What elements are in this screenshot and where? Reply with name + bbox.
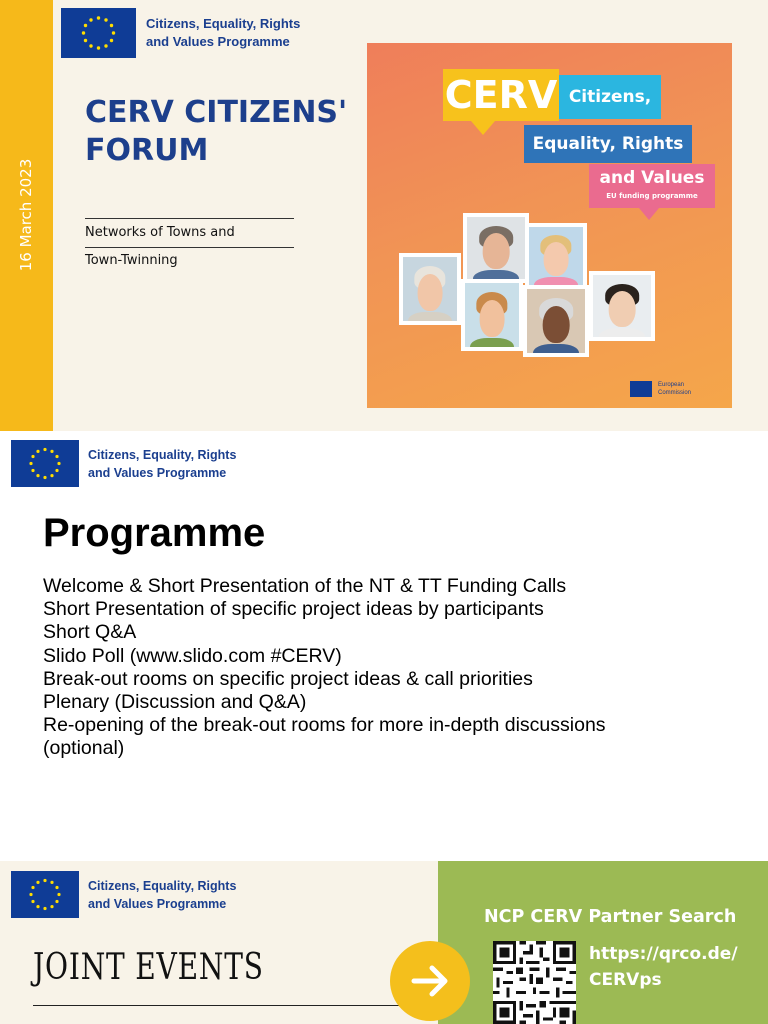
face-photo — [463, 213, 529, 283]
event-date: 16 March 2023 — [17, 158, 35, 272]
eu-flag-icon — [11, 871, 79, 918]
subtitle-line-1: Networks of Towns and — [85, 225, 235, 240]
arrow-right-button[interactable] — [390, 941, 470, 1021]
programme-logo-text: Citizens, Equality, Rights and Values Programme — [146, 16, 301, 49]
face-photo — [399, 253, 461, 325]
forum-title: CERV CITIZENS' FORUM — [85, 95, 348, 168]
joint-events-slide — [0, 861, 768, 1024]
arrow-right-icon — [390, 941, 470, 1021]
divider — [85, 218, 294, 219]
list-item: Re-opening of the break-out rooms for more in-depth discussions — [43, 714, 606, 737]
eu-flag-icon — [11, 440, 79, 487]
programme-list — [43, 575, 743, 761]
values-bubble: and Values EU funding programme — [589, 164, 715, 208]
face-photo — [589, 271, 655, 341]
eu-flag-icon — [61, 8, 136, 58]
equality-bubble: Equality, Rights — [524, 125, 692, 163]
divider — [85, 247, 294, 248]
date-strip — [0, 0, 53, 431]
european-commission-logo: European Commission — [630, 378, 722, 400]
partner-search-title: NCP CERV Partner Search — [484, 907, 737, 927]
list-item: Plenary (Discussion and Q&A) — [43, 691, 307, 714]
list-item: Welcome & Short Presentation of the NT & TT Funding Calls — [43, 575, 567, 597]
list-item: (optional) — [43, 737, 125, 760]
programme-logo-text: Citizens, Equality, Rights and Values Programme — [88, 879, 237, 911]
eu-flag-icon — [630, 381, 652, 397]
list-item: Slido Poll (www.slido.com #CERV) — [43, 644, 342, 667]
list-item: Short Presentation of specific project ideas by participants — [43, 598, 544, 621]
programme-heading: Programme — [43, 511, 266, 555]
forum-cover-slide — [0, 0, 768, 431]
face-photo — [523, 285, 589, 357]
face-photo — [461, 279, 523, 351]
divider — [33, 1005, 403, 1006]
cerv-bubble: CERV — [443, 69, 559, 121]
citizens-bubble: Citizens, — [559, 75, 661, 119]
programme-logo-text: Citizens, Equality, Rights and Values Programme — [88, 448, 237, 480]
list-item: Short Q&A — [43, 621, 137, 644]
face-photo — [525, 223, 587, 289]
programme-slide — [0, 431, 768, 861]
subtitle-line-2: Town-Twinning — [85, 253, 178, 268]
cerv-poster-image — [367, 43, 732, 408]
faces-collage — [385, 213, 685, 368]
list-item: Break-out rooms on specific project ideas & call priorities — [43, 667, 533, 690]
qr-code-icon[interactable] — [493, 941, 576, 1024]
partner-search-link[interactable]: https://qrco.de/ CERVps — [589, 944, 738, 990]
joint-events-title: JOINT EVENTS — [33, 947, 264, 988]
